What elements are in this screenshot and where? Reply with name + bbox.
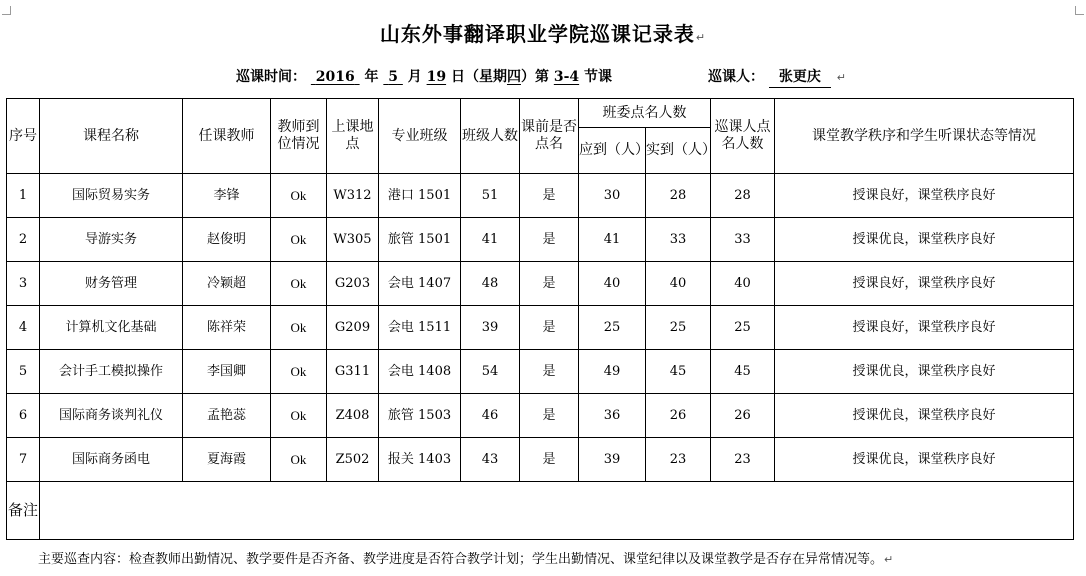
row-actual-attend: 25 [646, 306, 711, 350]
row-actual-attend: 33 [646, 218, 711, 262]
header-roll-call: 课前是否点名 [520, 99, 579, 174]
row-should-attend: 30 [579, 174, 646, 218]
row-actual-attend: 23 [646, 438, 711, 482]
time-label: 巡课时间： [236, 69, 306, 85]
remarks-label: 备注 [7, 482, 40, 540]
row-location: G203 [327, 262, 379, 306]
footer-text: 主要巡查内容：检查教师出勤情况、教学要件是否齐备、教学进度是否符合教学计划；学生出勤情况、课堂纪律以及课堂教学是否存在异常情况等。 [38, 552, 884, 567]
header-actual-attend: 实到（人） [646, 128, 711, 174]
inspector [708, 66, 846, 88]
row-roll-call: 是 [520, 174, 579, 218]
row-roll-call: 是 [520, 306, 579, 350]
remarks-field[interactable] [40, 482, 1074, 540]
footer-note [38, 548, 893, 567]
header-should-attend: 应到（人） [579, 128, 646, 174]
row-course: 国际商务函电 [40, 438, 183, 482]
row-seq: 1 [7, 174, 40, 218]
row-roll-call: 是 [520, 218, 579, 262]
table-row [7, 438, 1074, 482]
row-status: 授课良好，课堂秩序良好 [775, 262, 1074, 306]
period-unit: 节课 [584, 69, 612, 85]
row-seq: 6 [7, 394, 40, 438]
row-teacher: 李锋 [183, 174, 271, 218]
row-location: G209 [327, 306, 379, 350]
crop-mark-top-right [1075, 6, 1084, 15]
inspection-table [6, 98, 1074, 540]
row-inspector-count: 45 [711, 350, 775, 394]
paragraph-mark-icon: ↵ [836, 71, 846, 84]
row-course: 导游实务 [40, 218, 183, 262]
row-should-attend: 41 [579, 218, 646, 262]
row-status: 授课优良，课堂秩序良好 [775, 218, 1074, 262]
row-arrival: Ok [271, 394, 327, 438]
header-location: 上课地点 [327, 99, 379, 174]
period-value: 3-4 [553, 69, 580, 85]
row-status: 授课优良，课堂秩序良好 [775, 438, 1074, 482]
row-should-attend: 49 [579, 350, 646, 394]
row-inspector-count: 33 [711, 218, 775, 262]
row-roll-call: 是 [520, 438, 579, 482]
row-roll-call: 是 [520, 262, 579, 306]
day-unit: 日（星期 [450, 69, 507, 85]
row-actual-attend: 45 [646, 350, 711, 394]
row-roll-call: 是 [520, 394, 579, 438]
weekday-close: ）第 [520, 69, 549, 85]
row-course: 国际贸易实务 [40, 174, 183, 218]
row-seq: 4 [7, 306, 40, 350]
row-course: 会计手工模拟操作 [40, 350, 183, 394]
header-inspector-count: 巡课人点名人数 [711, 99, 775, 174]
row-class: 港口 1501 [379, 174, 461, 218]
row-seq: 5 [7, 350, 40, 394]
row-should-attend: 39 [579, 438, 646, 482]
row-teacher: 赵俊明 [183, 218, 271, 262]
header-arrival: 教师到位情况 [271, 99, 327, 174]
row-arrival: Ok [271, 438, 327, 482]
row-should-attend: 36 [579, 394, 646, 438]
header-seq: 序号 [7, 99, 40, 174]
row-should-attend: 25 [579, 306, 646, 350]
header-course: 课程名称 [40, 99, 183, 174]
document-title [0, 18, 1086, 47]
row-course: 财务管理 [40, 262, 183, 306]
header-committee: 班委点名人数 [579, 99, 711, 128]
row-seq: 2 [7, 218, 40, 262]
row-actual-attend: 40 [646, 262, 711, 306]
paragraph-mark-icon: ↵ [695, 31, 707, 44]
row-class: 会电 1408 [379, 350, 461, 394]
title-text: 山东外事翻译职业学院巡课记录表 [379, 22, 695, 46]
table-row [7, 262, 1074, 306]
row-class-size: 48 [461, 262, 520, 306]
row-arrival: Ok [271, 218, 327, 262]
header-class: 专业班级 [379, 99, 461, 174]
inspection-time [236, 66, 612, 86]
month-value: 5 [388, 69, 398, 85]
header-class-size: 班级人数 [461, 99, 520, 174]
row-class-size: 46 [461, 394, 520, 438]
year-unit: 年 [364, 69, 379, 85]
month-unit: 月 [407, 69, 422, 85]
row-status: 授课优良，课堂秩序良好 [775, 394, 1074, 438]
header-teacher: 任课教师 [183, 99, 271, 174]
row-inspector-count: 28 [711, 174, 775, 218]
table-row [7, 394, 1074, 438]
row-arrival: Ok [271, 174, 327, 218]
row-location: Z502 [327, 438, 379, 482]
inspector-name: 张更庆 [769, 66, 831, 88]
row-location: W305 [327, 218, 379, 262]
table-row [7, 218, 1074, 262]
row-should-attend: 40 [579, 262, 646, 306]
inspector-label: 巡课人： [708, 69, 764, 85]
header-status: 课堂教学秩序和学生听课状态等情况 [775, 99, 1074, 174]
row-actual-attend: 26 [646, 394, 711, 438]
row-class-size: 54 [461, 350, 520, 394]
remarks-row [7, 482, 1074, 540]
row-seq: 7 [7, 438, 40, 482]
row-class: 会电 1511 [379, 306, 461, 350]
row-inspector-count: 40 [711, 262, 775, 306]
row-class: 报关 1403 [379, 438, 461, 482]
row-class-size: 41 [461, 218, 520, 262]
row-arrival: Ok [271, 350, 327, 394]
row-course: 国际商务谈判礼仪 [40, 394, 183, 438]
row-location: W312 [327, 174, 379, 218]
row-status: 授课优良，课堂秩序良好 [775, 350, 1074, 394]
row-class-size: 39 [461, 306, 520, 350]
row-location: Z408 [327, 394, 379, 438]
row-teacher: 孟艳蕊 [183, 394, 271, 438]
row-roll-call: 是 [520, 350, 579, 394]
row-status: 授课良好，课堂秩序良好 [775, 174, 1074, 218]
row-class-size: 51 [461, 174, 520, 218]
header-row-1 [7, 99, 1074, 128]
table-row [7, 174, 1074, 218]
row-class: 旅管 1503 [379, 394, 461, 438]
day-value: 19 [426, 69, 447, 85]
crop-mark-top-left [2, 6, 11, 15]
row-teacher: 李国卿 [183, 350, 271, 394]
row-seq: 3 [7, 262, 40, 306]
row-teacher: 夏海霞 [183, 438, 271, 482]
row-class: 旅管 1501 [379, 218, 461, 262]
row-status: 授课良好，课堂秩序良好 [775, 306, 1074, 350]
row-class-size: 43 [461, 438, 520, 482]
row-class: 会电 1407 [379, 262, 461, 306]
paragraph-mark-icon: ↵ [884, 553, 894, 566]
row-actual-attend: 28 [646, 174, 711, 218]
row-inspector-count: 23 [711, 438, 775, 482]
row-inspector-count: 25 [711, 306, 775, 350]
row-arrival: Ok [271, 262, 327, 306]
row-inspector-count: 26 [711, 394, 775, 438]
row-location: G311 [327, 350, 379, 394]
table-row [7, 350, 1074, 394]
weekday-value: 四 [506, 69, 521, 85]
table-row [7, 306, 1074, 350]
row-course: 计算机文化基础 [40, 306, 183, 350]
year-value: 2016 [315, 69, 355, 85]
row-teacher: 陈祥荣 [183, 306, 271, 350]
row-arrival: Ok [271, 306, 327, 350]
row-teacher: 冷颖超 [183, 262, 271, 306]
